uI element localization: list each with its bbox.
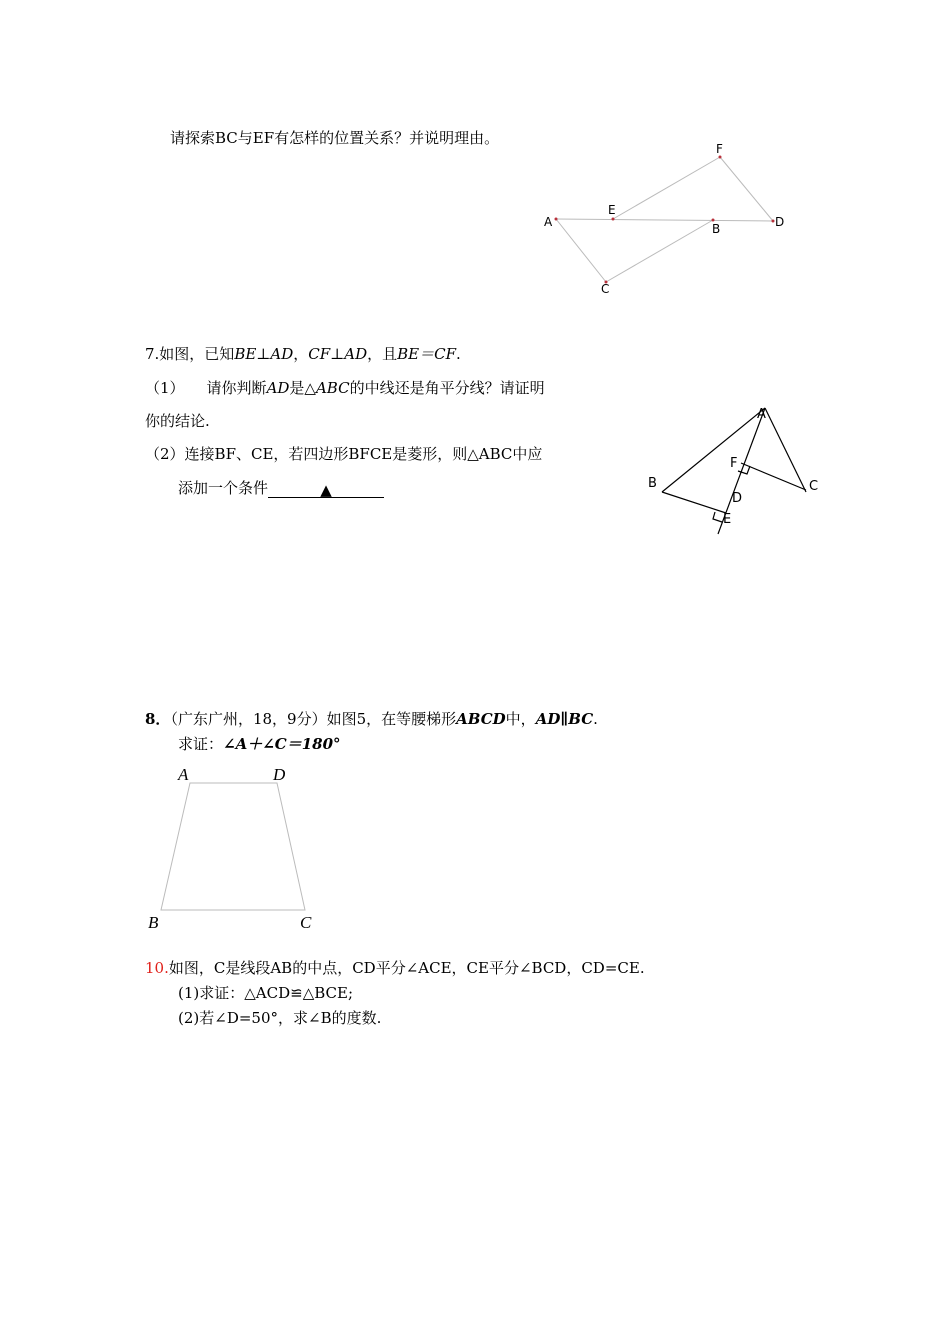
p6-label-b: B	[712, 222, 721, 236]
blank-triangle-mark: ▲	[320, 481, 332, 499]
problem8-stem: 8．（广东广州，18，9分）如图5，在等腰梯形ABCD中，AD∥BC.	[145, 710, 598, 728]
p8-label-a: A	[178, 765, 189, 784]
answer-blank	[268, 479, 384, 498]
p8-label-d: D	[273, 765, 286, 784]
p7-label-a: A	[757, 407, 766, 422]
problem10-part2: (2)若∠D=50°，求∠B的度数.	[178, 1009, 382, 1027]
problem6-figure	[535, 140, 795, 300]
p6-label-c: C	[601, 282, 610, 296]
p8-label-b: B	[148, 913, 159, 932]
problem6-text: 请探索BC与EF有怎样的位置关系？并说明理由。	[170, 129, 500, 147]
problem10-stem: 10.如图，C是线段AB的中点，CD平分∠ACE，CE平分∠BCD，CD=CE.	[145, 959, 645, 977]
problem7-part2-cont: 添加一个条件 ▲	[178, 478, 384, 498]
p6-label-a: A	[544, 215, 553, 229]
problem10-part1: (1)求证：△ACD≌△BCE;	[178, 984, 354, 1002]
problem7-part1-cont: 你的结论.	[145, 412, 210, 430]
p7-label-b: B	[648, 476, 657, 491]
problem8-prove: 求证：∠A＋∠C＝180°	[178, 735, 341, 753]
problem7-part1: （1） 请你判断AD是△ABC的中线还是角平分线？请证明	[145, 379, 545, 397]
p7-label-f: F	[730, 456, 738, 471]
p6-label-e: E	[608, 203, 616, 217]
problem7-stem: 7.如图，已知BE⊥AD，CF⊥AD，且BE＝CF.	[145, 345, 461, 363]
problem8-figure	[145, 762, 325, 932]
p7-label-c: C	[809, 479, 819, 494]
p7-label-e: E	[723, 512, 732, 527]
p7-label-d: D	[732, 491, 743, 506]
problem7-figure	[645, 402, 835, 537]
p6-label-d: D	[775, 215, 785, 229]
problem7-part2: （2）连接BF、CE，若四边形BFCE是菱形，则△ABC中应	[145, 445, 543, 463]
p6-label-f: F	[716, 142, 723, 156]
p8-label-c: C	[300, 913, 312, 932]
